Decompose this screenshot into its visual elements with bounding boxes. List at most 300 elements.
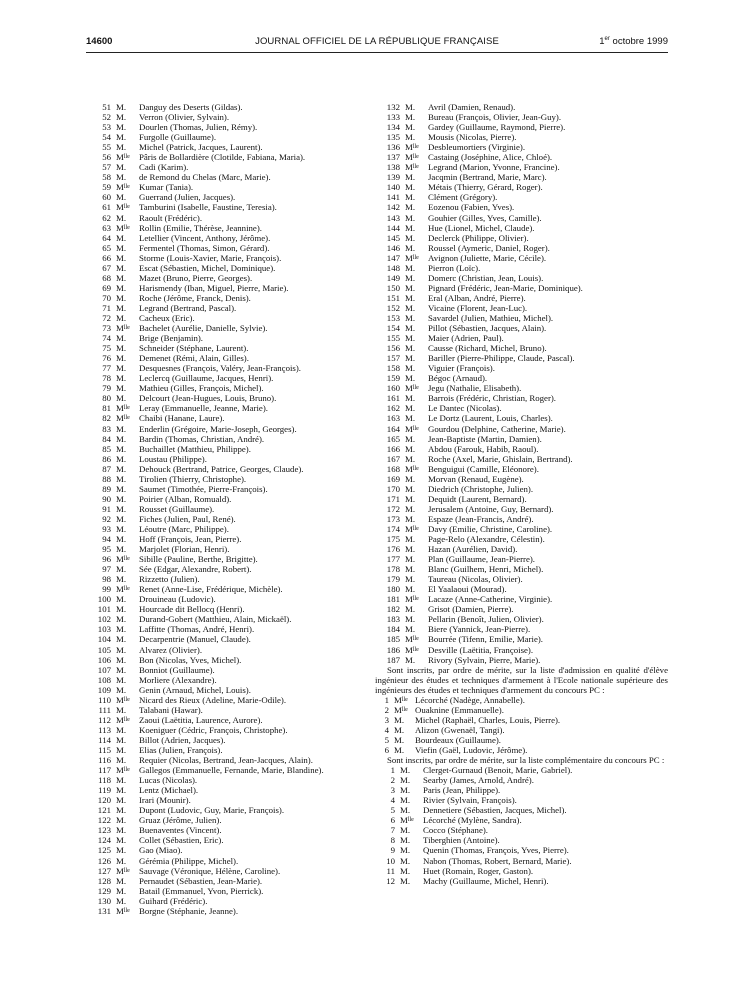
civility: $M^{lle}$ <box>394 694 408 705</box>
list-item <box>86 514 364 524</box>
person-name: Decarpentrie (Manuel, Claude). <box>139 634 251 645</box>
rank-number: 155 <box>386 333 400 344</box>
civility: $M^{lle}$ <box>116 714 130 725</box>
rank-number: 4 <box>384 724 389 735</box>
person-name: Sée (Edgar, Alexandre, Robert). <box>139 564 252 575</box>
person-name: Raoult (Frédéric). <box>139 212 203 223</box>
civility: M. <box>405 554 416 565</box>
civility: M. <box>405 413 416 424</box>
rank-number: 142 <box>386 202 400 213</box>
rank-number: 158 <box>386 363 400 374</box>
list-item <box>86 675 364 685</box>
rank-number: 59 <box>102 182 111 193</box>
list-item <box>86 494 364 504</box>
civility: M. <box>116 614 127 625</box>
list-item <box>86 745 364 755</box>
person-name: Gruaz (Jérôme, Julien). <box>139 815 222 826</box>
civility: $M^{lle}$ <box>405 383 419 394</box>
civility: M. <box>116 845 127 856</box>
civility: M. <box>405 373 416 384</box>
rank-number: 171 <box>386 493 400 504</box>
person-name: Legrand (Bertrand, Pascal). <box>139 302 237 313</box>
civility: M. <box>116 604 127 615</box>
list-item <box>86 263 364 273</box>
civility: M. <box>116 885 127 896</box>
list-item <box>86 283 364 293</box>
person-name: Loustau (Philippe). <box>139 453 207 464</box>
rank-number: 90 <box>102 493 111 504</box>
list-item <box>375 293 668 303</box>
person-name: Bonniot (Guillaume). <box>139 664 215 675</box>
person-name: Desquesnes (François, Valéry, Jean-François). <box>139 363 301 374</box>
person-name: Zaoui (Laëtitia, Laurence, Aurore). <box>139 714 263 725</box>
person-name: Delcourt (Jean-Hugues, Louis, Bruno). <box>139 393 277 404</box>
rank-number: 91 <box>102 503 111 514</box>
complementary-paragraph: Sont inscrits, par ordre de mérite, sur la liste complémentaire du concours PC : <box>387 755 665 766</box>
list-item <box>375 604 668 614</box>
person-name: Diedrich (Christophe, Julien). <box>428 483 534 494</box>
civility: M. <box>405 172 416 183</box>
rank-number: 149 <box>386 272 400 283</box>
list-item <box>86 614 364 624</box>
person-name: Sibille (Pauline, Berthe, Brigitte). <box>139 554 258 565</box>
rank-number: 99 <box>102 584 111 595</box>
rank-number: 122 <box>97 815 111 826</box>
person-name: Buenaventes (Vincent). <box>139 825 222 836</box>
person-name: Léoutre (Marc, Philippe). <box>139 523 229 534</box>
rank-number: 106 <box>97 654 111 665</box>
person-name: Desville (Laëtitia, Françoise). <box>428 644 534 655</box>
list-item <box>86 866 364 876</box>
list-item <box>375 202 668 212</box>
list-item <box>375 303 668 313</box>
rank-number: 65 <box>102 242 111 253</box>
rank-number: 51 <box>102 102 111 112</box>
rank-number: 61 <box>102 202 111 213</box>
rank-number: 153 <box>386 312 400 323</box>
rank-number: 136 <box>386 142 400 153</box>
person-name: Plan (Guillaume, Jean-Pierre). <box>428 554 535 565</box>
civility: M. <box>116 192 127 203</box>
list-item <box>375 725 668 735</box>
civility: M. <box>405 323 416 334</box>
civility: $M^{lle}$ <box>405 142 419 153</box>
civility: M. <box>405 443 416 454</box>
person-name: Genin (Arnaud, Michel, Louis). <box>139 684 251 695</box>
civility: M. <box>116 353 127 364</box>
list-item <box>86 856 364 866</box>
civility: $M^{lle}$ <box>116 554 130 565</box>
civility: M. <box>405 604 416 615</box>
person-name: Tamburini (Isabelle, Faustine, Teresia). <box>139 202 277 213</box>
list-item <box>86 192 364 202</box>
civility: $M^{lle}$ <box>116 202 130 213</box>
person-name: Nabon (Thomas, Robert, Bernard, Marie). <box>423 855 572 866</box>
civility: M. <box>405 433 416 444</box>
rank-number: 180 <box>386 584 400 595</box>
civility: M. <box>116 795 127 806</box>
civility: M. <box>400 865 411 876</box>
list-item <box>375 484 668 494</box>
list-item <box>86 474 364 484</box>
list-item <box>86 353 364 363</box>
list-item <box>86 604 364 614</box>
rank-number: 58 <box>102 172 111 183</box>
person-name: Métais (Thierry, Gérard, Roger). <box>428 182 543 193</box>
rank-number: 2 <box>390 775 395 786</box>
rank-number: 78 <box>102 373 111 384</box>
civility: M. <box>116 122 127 133</box>
person-name: El Yaalaoui (Mourad). <box>428 584 507 595</box>
civility: M. <box>116 333 127 344</box>
list-item <box>375 223 668 233</box>
rank-number: 2 <box>384 704 389 715</box>
rank-number: 56 <box>102 152 111 163</box>
civility: M. <box>405 493 416 504</box>
list-item <box>375 705 668 715</box>
civility: M. <box>116 373 127 384</box>
list-item <box>375 634 668 644</box>
person-name: Sauvage (Véronique, Hélène, Caroline). <box>139 865 281 876</box>
civility: M. <box>405 503 416 514</box>
civility: M. <box>405 353 416 364</box>
rank-number: 102 <box>97 614 111 625</box>
list-item <box>375 343 668 353</box>
person-name: Avril (Damien, Renaud). <box>428 102 516 112</box>
person-name: Schneider (Stéphane, Laurent). <box>139 343 249 354</box>
civility: $M^{lle}$ <box>116 765 130 776</box>
rank-number: 3 <box>390 785 395 796</box>
civility: $M^{lle}$ <box>116 905 130 916</box>
list-item <box>86 685 364 695</box>
person-name: Fermentel (Thomas, Simon, Gérard). <box>139 242 270 253</box>
rank-number: 6 <box>390 815 395 826</box>
person-name: Castaing (Joséphine, Alice, Chloé). <box>428 152 553 163</box>
rank-number: 169 <box>386 473 400 484</box>
person-name: Pâris de Bollardière (Clotilde, Fabiana, Maria). <box>139 152 306 163</box>
rank-number: 185 <box>386 634 400 645</box>
right-column-list <box>375 102 668 665</box>
rank-number: 134 <box>386 122 400 133</box>
civility: M. <box>116 132 127 143</box>
rank-number: 68 <box>102 272 111 283</box>
person-name: Elias (Julien, François). <box>139 745 223 755</box>
admission-paragraph: Sont inscrits, par ordre de mérite, sur la liste d'admission en qualité d'élève ingénieur des études et techniques d'armement à l'Ecole nationale supérieure des ingénieurs des études et techniques d'armement du concours PC : <box>375 664 668 695</box>
list-item <box>375 353 668 363</box>
rank-number: 11 <box>386 865 395 876</box>
list-item <box>86 152 364 162</box>
rank-number: 93 <box>102 523 111 534</box>
civility: M. <box>116 875 127 886</box>
person-name: Gallegos (Emmanuelle, Fernande, Marie, Blandine). <box>139 765 324 776</box>
civility: $M^{lle}$ <box>116 222 130 233</box>
person-name: Borgne (Stéphanie, Jeanne). <box>139 905 239 916</box>
list-item <box>86 735 364 745</box>
list-item <box>86 323 364 333</box>
rank-number: 76 <box>102 353 111 364</box>
civility: M. <box>116 443 127 454</box>
rank-number: 4 <box>390 795 395 806</box>
list-item <box>86 795 364 805</box>
list-item <box>375 735 668 745</box>
person-name: Huet (Romain, Roger, Gaston). <box>423 865 534 876</box>
rank-number: 89 <box>102 483 111 494</box>
list-item <box>375 152 668 162</box>
rank-number: 63 <box>102 222 111 233</box>
admission-list <box>375 695 668 755</box>
person-name: Eral (Alban, André, Pierre). <box>428 292 526 303</box>
list-item <box>375 624 668 634</box>
list-item <box>375 424 668 434</box>
person-name: Jacqmin (Bertrand, Marie, Marc). <box>428 172 547 183</box>
rank-number: 166 <box>386 443 400 454</box>
complementary-list <box>375 765 668 886</box>
rank-number: 112 <box>98 714 111 725</box>
list-item <box>86 142 364 152</box>
rank-number: 5 <box>384 734 389 745</box>
list-item <box>86 785 364 795</box>
list-item <box>86 504 364 514</box>
person-name: Morvan (Renaud, Eugène). <box>428 473 524 484</box>
person-name: Jean-Baptiste (Martin, Damien). <box>428 433 542 444</box>
list-item <box>375 835 668 845</box>
civility: M. <box>405 292 416 303</box>
list-item <box>86 524 364 534</box>
civility: M. <box>400 805 411 816</box>
person-name: Pignard (Frédéric, Jean-Marie, Dominique). <box>428 282 583 293</box>
civility: M. <box>405 544 416 555</box>
rank-number: 121 <box>97 805 111 816</box>
civility: M. <box>116 564 127 575</box>
list-item <box>375 263 668 273</box>
person-name: Leray (Emmanuelle, Jeanne, Marie). <box>139 403 268 414</box>
list-item <box>86 835 364 845</box>
civility: M. <box>400 775 411 786</box>
rank-number: 115 <box>98 745 111 755</box>
rank-number: 104 <box>97 634 111 645</box>
rank-number: 162 <box>386 403 400 414</box>
list-item <box>375 815 668 825</box>
person-name: Eozenou (Fabien, Yves). <box>428 202 515 213</box>
person-name: Lentz (Michael). <box>139 785 199 796</box>
civility: M. <box>116 272 127 283</box>
civility: M. <box>405 574 416 585</box>
list-item <box>86 303 364 313</box>
list-item <box>375 655 668 665</box>
civility: M. <box>405 654 416 665</box>
list-item <box>375 413 668 423</box>
list-item <box>375 866 668 876</box>
civility: M. <box>116 634 127 645</box>
civility: M. <box>116 815 127 826</box>
civility: M. <box>400 835 411 846</box>
person-name: Pierron (Loïc). <box>428 262 481 273</box>
person-name: Cadi (Karim). <box>139 162 189 173</box>
civility: M. <box>116 463 127 474</box>
rank-number: 86 <box>102 453 111 464</box>
list-item <box>375 645 668 655</box>
person-name: Le Dortz (Laurent, Louis, Charles). <box>428 413 553 424</box>
person-name: Verron (Olivier, Sylvain). <box>139 112 230 123</box>
list-item <box>86 363 364 373</box>
issue-date: 1er octobre 1999 <box>599 36 668 48</box>
rank-number: 113 <box>98 724 111 735</box>
civility: $M^{lle}$ <box>116 865 130 876</box>
list-item <box>86 705 364 715</box>
civility: M. <box>116 393 127 404</box>
person-name: Drouineau (Ludovic). <box>139 594 216 605</box>
list-item <box>375 464 668 474</box>
civility: M. <box>400 765 411 776</box>
person-name: Abdou (Farouk, Habib, Raoul). <box>428 443 539 454</box>
civility: M. <box>116 162 127 173</box>
civility: M. <box>405 483 416 494</box>
list-item <box>375 383 668 393</box>
rank-number: 101 <box>97 604 111 615</box>
civility: M. <box>116 895 127 906</box>
list-item <box>375 795 668 805</box>
civility: M. <box>405 513 416 524</box>
rank-number: 12 <box>386 875 395 886</box>
journal-title: JOURNAL OFFICIEL DE LA RÉPUBLIQUE FRANÇAISE <box>255 36 499 47</box>
list-item <box>86 213 364 223</box>
person-name: de Remond du Chelas (Marc, Marie). <box>139 172 271 183</box>
rank-number: 152 <box>386 302 400 313</box>
list-item <box>375 243 668 253</box>
right-column <box>375 102 668 886</box>
rank-number: 128 <box>97 875 111 886</box>
person-name: Durand-Gobert (Matthieu, Alain, Mickaël). <box>139 614 292 625</box>
person-name: Escat (Sébastien, Michel, Dominique). <box>139 262 276 273</box>
list-item <box>375 805 668 815</box>
person-name: Dehouck (Bertrand, Patrice, Georges, Claude). <box>139 463 304 474</box>
list-item <box>86 755 364 765</box>
person-name: Rollin (Emilie, Thérèse, Jeannine). <box>139 222 262 233</box>
civility: $M^{lle}$ <box>405 523 419 534</box>
list-item <box>375 695 668 705</box>
person-name: Hue (Lionel, Michel, Claude). <box>428 222 535 233</box>
rank-number: 131 <box>97 905 111 916</box>
civility: M. <box>405 614 416 625</box>
person-name: Danguy des Deserts (Gildas). <box>139 102 243 112</box>
rank-number: 84 <box>102 433 111 444</box>
civility: M. <box>116 734 127 745</box>
person-name: Dupont (Ludovic, Guy, Marie, François). <box>139 805 285 816</box>
list-item <box>86 695 364 705</box>
rank-number: 126 <box>97 855 111 866</box>
rank-number: 98 <box>102 574 111 585</box>
rank-number: 167 <box>386 453 400 464</box>
person-name: Alvarez (Olivier). <box>139 644 203 655</box>
list-item <box>86 313 364 323</box>
person-name: Bégoc (Arnaud). <box>428 373 488 384</box>
person-name: Gao (Miao). <box>139 845 183 856</box>
civility: $M^{lle}$ <box>405 463 419 474</box>
rank-number: 147 <box>386 252 400 263</box>
list-item <box>86 233 364 243</box>
person-name: Cacheux (Eric). <box>139 312 195 323</box>
rank-number: 94 <box>102 534 111 545</box>
person-name: Clerget-Gurnaud (Benoit, Marie, Gabriel). <box>423 765 573 776</box>
civility: M. <box>116 704 127 715</box>
civility: M. <box>116 142 127 153</box>
list-item <box>375 283 668 293</box>
list-item <box>375 594 668 604</box>
rank-number: 186 <box>386 644 400 655</box>
rank-number: 85 <box>102 443 111 454</box>
civility: M. <box>394 714 405 725</box>
person-name: Domerc (Christian, Jean, Louis). <box>428 272 544 283</box>
rank-number: 111 <box>98 704 111 715</box>
list-item <box>86 333 364 343</box>
civility: M. <box>116 172 127 183</box>
rank-number: 67 <box>102 262 111 273</box>
person-name: Collet (Sébastien, Eric). <box>139 835 224 846</box>
list-item <box>86 594 364 604</box>
civility: M. <box>116 232 127 243</box>
civility: M. <box>400 785 411 796</box>
list-item <box>86 725 364 735</box>
person-name: Roche (Axel, Marie, Ghislain, Bertrand). <box>428 453 573 464</box>
person-name: Bon (Nicolas, Yves, Michel). <box>139 654 242 665</box>
rank-number: 77 <box>102 363 111 374</box>
rank-number: 100 <box>97 594 111 605</box>
civility: M. <box>405 584 416 595</box>
civility: $M^{lle}$ <box>405 594 419 605</box>
list-item <box>375 192 668 202</box>
civility: M. <box>400 795 411 806</box>
person-name: Espaze (Jean-Francis, André). <box>428 513 534 524</box>
rank-number: 83 <box>102 423 111 434</box>
rank-number: 148 <box>386 262 400 273</box>
list-item <box>375 534 668 544</box>
list-item <box>375 444 668 454</box>
list-item <box>375 514 668 524</box>
person-name: Declerck (Philippe, Olivier). <box>428 232 529 243</box>
rank-number: 141 <box>386 192 400 203</box>
person-name: Ouaknine (Emmanuelle). <box>415 704 504 715</box>
civility: M. <box>405 393 416 404</box>
list-item <box>86 886 364 896</box>
civility: M. <box>116 644 127 655</box>
rank-number: 140 <box>386 182 400 193</box>
rank-number: 165 <box>386 433 400 444</box>
person-name: Bariller (Pierre-Philippe, Claude, Pascal). <box>428 353 575 364</box>
list-item <box>86 253 364 263</box>
person-name: Le Dantec (Nicolas). <box>428 403 502 414</box>
person-name: Jerusalem (Antoine, Guy, Bernard). <box>428 503 554 514</box>
civility: M. <box>116 503 127 514</box>
person-name: Bureau (François, Olivier, Jean-Guy). <box>428 112 562 123</box>
rank-number: 119 <box>98 785 111 796</box>
civility: M. <box>405 182 416 193</box>
civility: M. <box>116 594 127 605</box>
rank-number: 132 <box>386 102 400 112</box>
person-name: Causse (Richard, Michel, Bruno). <box>428 343 547 354</box>
civility: M. <box>400 855 411 866</box>
person-name: Pillot (Sébastien, Jacques, Alain). <box>428 323 547 334</box>
civility: M. <box>116 574 127 585</box>
rank-number: 151 <box>386 292 400 303</box>
list-item <box>86 815 364 825</box>
person-name: Cocco (Stéphane). <box>423 825 488 836</box>
list-item <box>375 323 668 333</box>
rank-number: 135 <box>386 132 400 143</box>
list-item <box>375 876 668 886</box>
list-item <box>86 122 364 132</box>
person-name: Demenet (Rémi, Alain, Gilles). <box>139 353 249 364</box>
list-item <box>86 805 364 815</box>
